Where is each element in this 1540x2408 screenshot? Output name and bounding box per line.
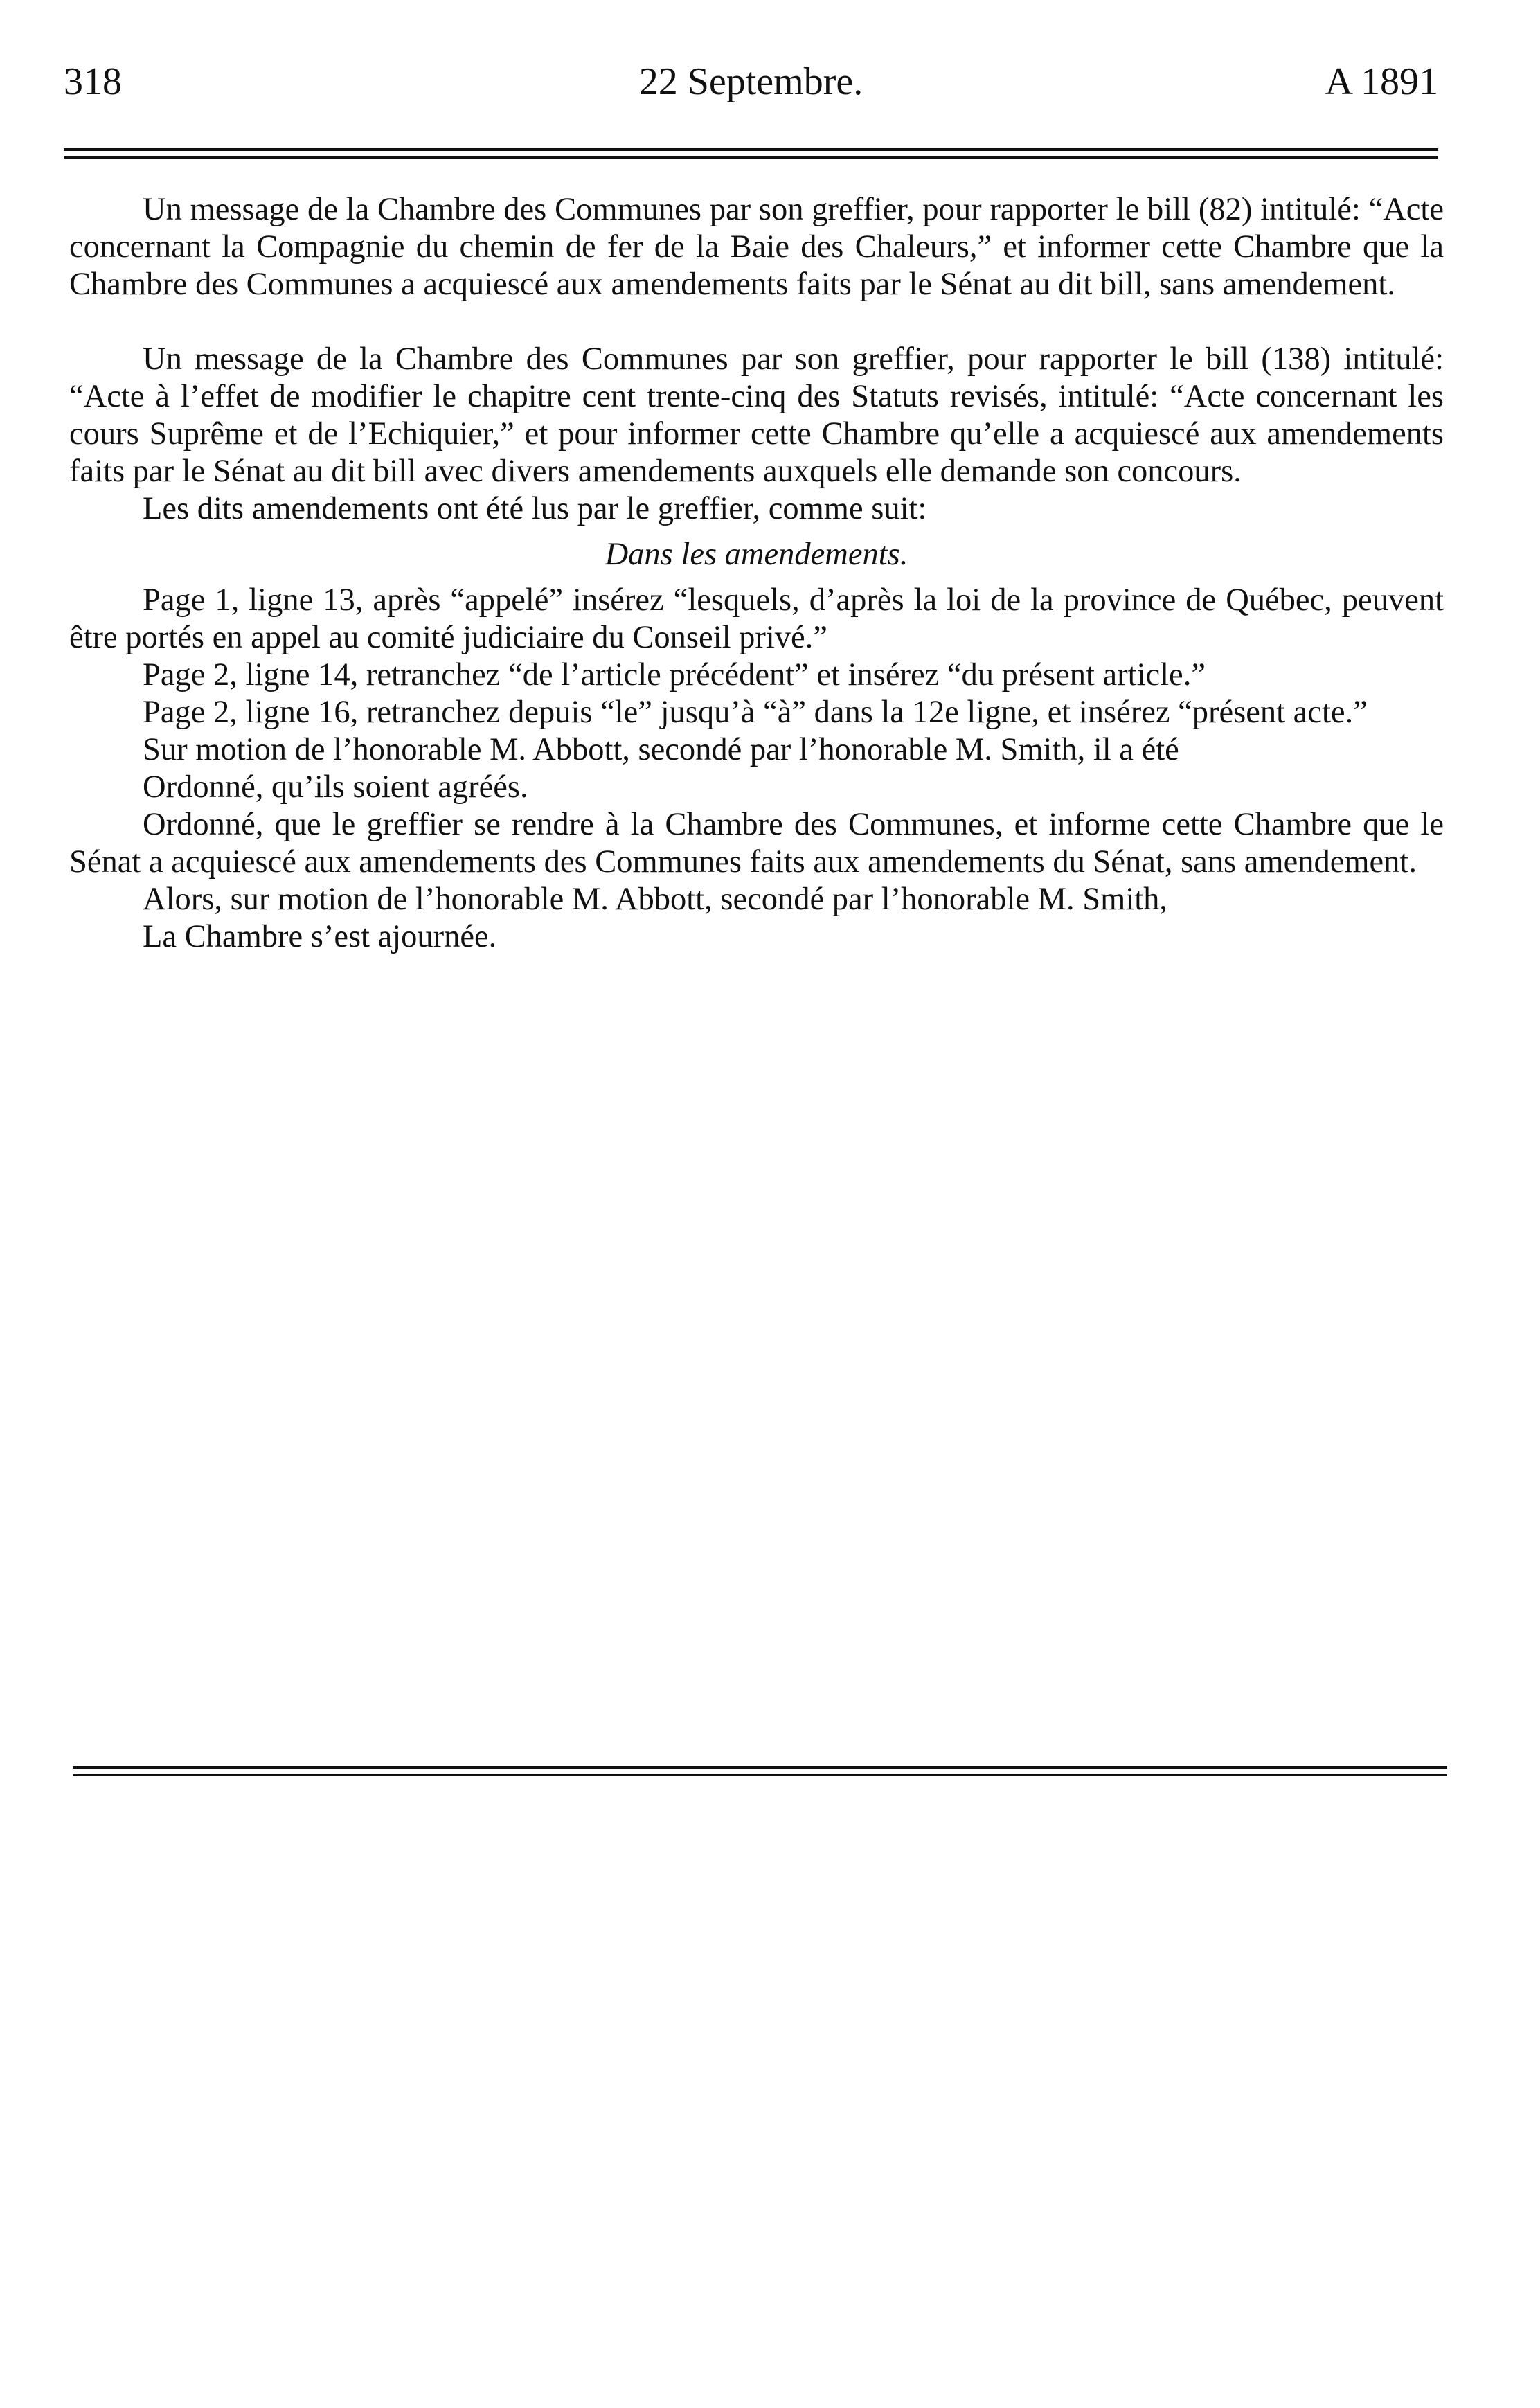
closing-motion: Alors, sur motion de l’honorable M. Abbott, secondé par l’honorable M. Smith, bbox=[143, 882, 1168, 917]
amendment-page-2-line-14: Page 2, ligne 14, retranchez “de l’article précédent” et insérez “du présent article.” bbox=[143, 657, 1206, 693]
amendments-subheading: Dans les amendements. bbox=[605, 537, 908, 572]
chamber-adjourned: La Chambre s’est ajournée. bbox=[143, 919, 497, 954]
running-head bbox=[64, 54, 1438, 109]
journal-body bbox=[69, 191, 1444, 956]
amendments-read-paragraph: Les dits amendements ont été lus par le greffier, comme suit: bbox=[143, 491, 927, 526]
order-greffier-communes: Ordonné, que le greffier se rendre à la Chambre des Communes, et informe cette Chambre que le Sénat a acquiescé aux amendements des Communes faits aux amendements du Sénat, sans amendement. bbox=[69, 807, 1444, 880]
footer-double-rule bbox=[73, 1766, 1447, 1776]
message-paragraph-bill-82: Un message de la Chambre des Communes par son greffier, pour rapporter le bill (82) intitulé: “Acte concernant la Compagnie du chemin de fer de la Baie des Chaleurs,” et informer cette Chambre que la Chambre des Communes a acquiescé aux amendements faits par le Sénat au dit bill, sans amendement. bbox=[69, 192, 1444, 302]
amendment-page-1-line-13: Page 1, ligne 13, après “appelé” insérez “lesquels, d’après la loi de la province de Québec, peuvent être portés en appel au comité judiciaire du Conseil privé.” bbox=[69, 582, 1444, 655]
message-paragraph-bill-138: Un message de la Chambre des Communes par son greffier, pour rapporter le bill (138) intitulé: “Acte à l’effet de modifier le chapitre cent trente-cinq des Statuts revisés, intitulé: “Acte concernant les cours Suprême et de l’Echiquier,” et pour informer cette Chambre qu’elle a acquiescé aux amendements faits par le Sénat au dit bill avec divers amendements auxquels elle demande son concours. bbox=[69, 341, 1444, 489]
order-agreed: Ordonné, qu’ils soient agréés. bbox=[143, 769, 528, 805]
header-year: A 1891 bbox=[1325, 60, 1438, 103]
header-date: 22 Septembre. bbox=[638, 60, 863, 103]
page-number: 318 bbox=[64, 60, 122, 103]
amendment-page-2-line-16: Page 2, ligne 16, retranchez depuis “le” jusqu’à “à” dans la 12e ligne, et insérez “présent acte.” bbox=[143, 695, 1368, 730]
motion-abbott-smith: Sur motion de l’honorable M. Abbott, secondé par l’honorable M. Smith, il a été bbox=[143, 732, 1179, 767]
header-double-rule bbox=[64, 148, 1438, 159]
